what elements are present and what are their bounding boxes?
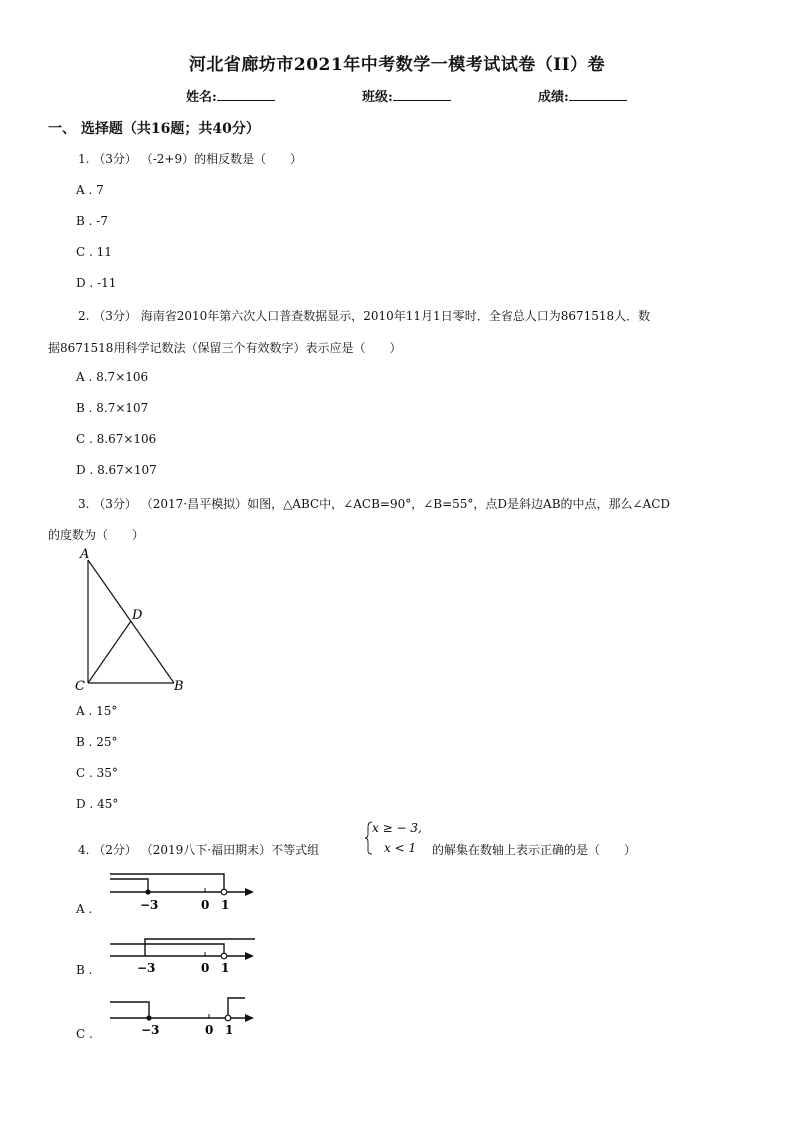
q1-option-c: C . 11 [76, 245, 112, 259]
page-title: 河北省廊坊市2021年中考数学一模考试试卷（II）卷 [188, 55, 606, 75]
solution-bracket-right [228, 998, 245, 1018]
inequality-system [364, 818, 434, 858]
system-brace [365, 822, 372, 854]
label-1: 1 [221, 898, 230, 912]
q3-stem-line1: 3. （3分） （2017·昌平模拟）如图，△ABC中，∠ACB=90°，∠B=55°，点D是斜边AB的中点，那么∠ACD [78, 497, 671, 511]
vertex-c-label: C [75, 679, 85, 694]
name-blank [217, 88, 275, 101]
label-0: 0 [205, 1023, 214, 1037]
label-0: 0 [201, 961, 210, 975]
name-label: 姓名: [186, 90, 217, 105]
q3-option-c: C . 35° [76, 766, 118, 780]
q1-option-b: B . -7 [76, 214, 108, 228]
q4-stem-after: 的解集在数轴上表示正确的是（ ） [432, 843, 637, 857]
filled-point-neg3 [146, 1015, 151, 1020]
label-neg3: −3 [141, 1023, 160, 1037]
q1-stem: 1. （3分） （-2+9）的相反数是（ ） [78, 152, 303, 166]
vertex-d-label: D [132, 608, 143, 623]
q3-option-b: B . 25° [76, 735, 118, 749]
score-label: 成绩: [538, 90, 569, 105]
q2-option-b: B . 8.7×107 [76, 401, 149, 415]
q4-option-c: C . [76, 1027, 93, 1041]
label-neg3: −3 [140, 898, 159, 912]
q1-option-d: D . -11 [76, 276, 117, 290]
axis-arrow [245, 952, 254, 960]
median-cd [88, 621, 131, 683]
open-point-1 [221, 889, 227, 895]
filled-point-neg3 [145, 889, 150, 894]
class-blank [393, 88, 451, 101]
score-blank [569, 88, 627, 101]
solution-bracket-x-lt-1 [110, 874, 224, 892]
label-0: 0 [201, 898, 210, 912]
section-heading: 一、 选择题（共16题；共40分） [48, 121, 260, 137]
class-label: 班级: [362, 90, 393, 105]
q4-option-a: A . [76, 902, 93, 916]
number-line-b [105, 930, 260, 975]
open-point-1 [225, 1015, 231, 1021]
q2-option-c: C . 8.67×106 [76, 432, 157, 446]
number-line-a [105, 868, 260, 913]
axis-arrow [245, 888, 254, 896]
axis-arrow [245, 1014, 254, 1022]
name-field [186, 86, 275, 105]
solution-bracket-x-lt-1 [110, 944, 224, 956]
q2-stem-line1: 2. （3分） 海南省2010年第六次人口普查数据显示，2010年11月1日零时．全省总人口为8671518人．数 [78, 309, 651, 323]
solution-bracket-x-ge-neg3 [110, 879, 148, 892]
q2-option-d: D . 8.67×107 [76, 463, 157, 477]
label-1: 1 [221, 961, 230, 975]
vertex-a-label: A [80, 547, 90, 562]
system-line1: x ≥ − 3, [372, 821, 422, 835]
solution-bracket-x-ge-neg3 [145, 939, 255, 956]
vertex-b-label: B [174, 679, 184, 694]
q1-option-a: A . 7 [76, 183, 104, 197]
q2-option-a: A . 8.7×106 [76, 370, 149, 384]
q3-option-a: A . 15° [76, 704, 118, 718]
system-line2: x < 1 [384, 841, 417, 855]
q3-stem-line2: 的度数为（ ） [48, 528, 145, 542]
q4-option-b: B . [76, 963, 93, 977]
label-1: 1 [225, 1023, 234, 1037]
number-line-c [105, 992, 260, 1037]
score-field [538, 86, 627, 105]
q4-stem-before: 4. （2分） （2019八下·福田期末）不等式组 [78, 843, 320, 857]
label-neg3: −3 [137, 961, 156, 975]
class-field [362, 86, 451, 105]
solution-bracket-left [110, 1002, 149, 1018]
open-point-1 [221, 953, 227, 959]
q2-stem-line2: 据8671518用科学记数法（保留三个有效数字）表示应是（ ） [48, 341, 402, 355]
q3-option-d: D . 45° [76, 797, 119, 811]
triangle-figure [70, 545, 200, 695]
